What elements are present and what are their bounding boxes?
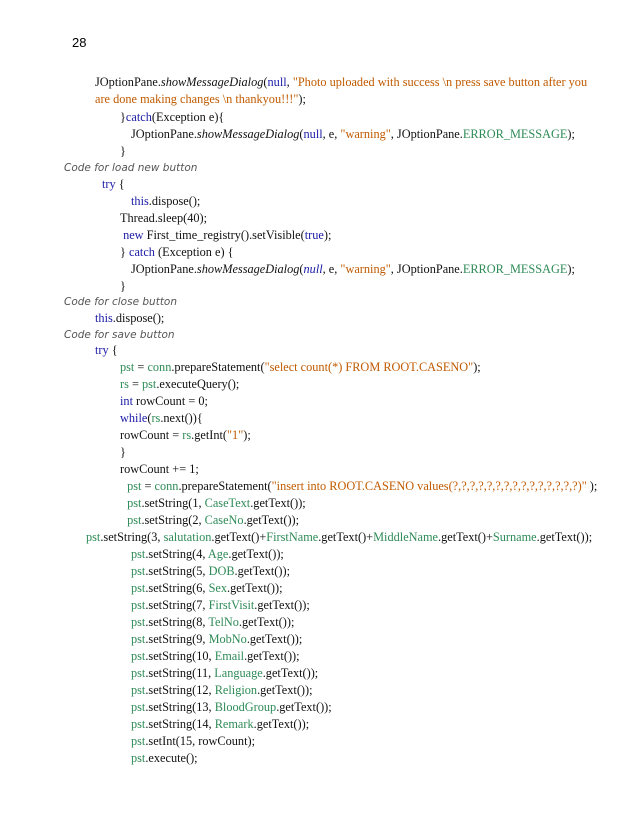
code-line [131,597,310,613]
code-line [120,278,126,294]
code-token: ); [567,262,575,276]
code-line [120,244,234,260]
code-line [120,227,331,243]
code-token: rowCount = [120,428,183,442]
code-line [120,410,203,426]
code-token: CaseNo [204,513,244,527]
code-token: .getText()); [253,717,310,731]
code-token: Sex [208,581,228,595]
code-token: try [95,343,109,357]
code-token: .setInt(15, rowCount); [145,734,255,748]
code-token: rowCount = 0; [132,394,208,408]
code-token: pst [131,700,146,714]
code-token: (Exception e) { [154,245,234,259]
code-token: pst [131,751,146,765]
code-token: JOptionPane. [131,127,197,141]
code-line [95,310,164,326]
code-token: .getText()); [536,530,593,544]
code-token: pst [141,377,157,391]
code-token: rowCount += 1; [120,462,199,476]
code-token: are done making changes \n thankyou!!!" [95,92,299,106]
code-token: .setString(8, [145,615,209,629]
code-token: pst [131,683,146,697]
code-token: , [286,75,293,89]
code-token: .getInt( [191,428,228,442]
code-token: TelNo [208,615,239,629]
code-token: , e, [322,262,341,276]
code-token: null [303,262,323,276]
code-line [120,376,239,392]
code-line [102,176,125,192]
code-line [120,143,126,159]
code-token: ( [299,262,304,276]
code-line [131,648,300,664]
code-token: ); [243,428,251,442]
code-line [131,682,313,698]
code-token: this [95,311,113,325]
code-token: showMessageDialog [160,75,264,89]
code-token: .setString(12, [145,683,215,697]
code-token: ERROR_MESSAGE [462,262,568,276]
code-token: .execute(); [145,751,198,765]
code-token: pst [131,717,146,731]
code-token: .getText()); [250,496,306,510]
code-line [131,193,200,209]
code-token: Surname [492,530,537,544]
code-token: } [120,110,126,124]
code-token: .executeQuery(); [156,377,240,391]
code-token: .setString(3, [100,530,164,544]
code-token: .setString(2, [141,513,205,527]
code-token: .getText()); [234,564,291,578]
code-line [131,665,318,681]
code-token: showMessageDialog [196,262,300,276]
code-line [131,699,332,715]
code-line [131,546,284,562]
code-token: .getText()+ [211,530,267,544]
code-token: JOptionPane. [95,75,161,89]
code-token: pst [131,649,146,663]
code-token: CaseText [204,496,251,510]
code-token: = [134,360,148,374]
code-token: ( [147,411,152,425]
code-line [131,261,575,277]
code-token: ); [473,360,481,374]
code-token: { [115,177,125,191]
code-token: Code for close button [64,296,178,308]
code-token: this [131,194,149,208]
code-token: Language [214,666,263,680]
code-token: "1" [227,428,244,442]
code-token: , JOptionPane. [390,262,463,276]
code-line [131,580,283,596]
code-token: FirstName [266,530,319,544]
code-token: .getText()); [254,598,310,612]
code-token: Email [214,649,245,663]
code-token: .dispose(); [148,194,201,208]
code-token: ); [567,127,575,141]
code-token: pst [131,734,146,748]
code-token: .getText()+ [318,530,374,544]
code-token: JOptionPane. [131,262,197,276]
code-line [120,461,199,477]
code-token: .setString(1, [141,496,205,510]
code-line [120,210,207,226]
code-token: while [120,411,148,425]
code-token: .getText()); [243,513,300,527]
code-token: .setString(4, [145,547,208,561]
code-token: MiddleName [373,530,439,544]
code-token: new [123,228,144,242]
code-token: BloodGroup [214,700,277,714]
code-token: .getText()+ [438,530,493,544]
code-token: .getText()); [238,615,295,629]
section-heading [64,160,197,176]
code-token: .next()){ [160,411,203,425]
code-line [131,631,302,647]
code-token: "select count(*) FROM ROOT.CASENO" [264,360,474,374]
page-number: 28 [72,35,87,50]
code-token: .setString(11, [145,666,215,680]
code-token: "warning" [340,262,391,276]
code-token: rs [182,428,192,442]
code-token: .getText()); [244,649,300,663]
code-token: MobNo [208,632,247,646]
code-token: .setString(9, [145,632,209,646]
code-token: .getText()); [257,683,313,697]
code-token: Religion [214,683,258,697]
code-token: .getText()); [246,632,303,646]
code-token: .prepareStatement( [171,360,265,374]
code-token: .getText()); [227,581,283,595]
code-token: int [120,394,133,408]
code-token: , e, [322,127,341,141]
code-token: try [102,177,116,191]
code-token: .setString(10, [145,649,215,663]
code-token: pst [86,530,101,544]
code-line [120,109,224,125]
code-token: Code for save button [64,329,175,341]
code-token: null [303,127,323,141]
code-token: true [304,228,324,242]
code-token: ); [298,92,306,106]
code-token: .setString(5, [145,564,209,578]
code-line [131,126,575,142]
code-token: } [120,279,126,293]
code-token: "Photo uploaded with success \n press save button after you [292,75,588,89]
code-token: First_time_registry().setVisible( [143,228,305,242]
code-line [95,91,306,107]
section-heading [64,294,177,310]
code-token: ); [586,479,598,493]
code-line [120,393,208,409]
code-token: pst [131,666,146,680]
code-token: } [120,445,126,459]
code-token: .setString(6, [145,581,209,595]
code-token: catch [125,110,152,124]
code-token: rs [151,411,161,425]
code-token: salutation [163,530,212,544]
code-token: .getText()); [276,700,332,714]
code-line [131,716,309,732]
code-line [86,529,592,545]
code-token: pst [131,615,146,629]
code-token: = [141,479,155,493]
section-heading [64,327,175,343]
code-token: pst [127,496,142,510]
code-token: FirstVisit [208,598,255,612]
code-token: = [128,377,142,391]
code-token: .setString(14, [145,717,215,731]
code-token: .setString(7, [145,598,209,612]
code-token: pst [131,598,146,612]
code-token: rs [120,377,129,391]
code-token: pst [131,632,146,646]
code-token: ( [299,127,304,141]
code-line [131,733,255,749]
code-token: DOB [208,564,235,578]
code-token: null [267,75,287,89]
code-line [131,563,290,579]
code-token: } [120,144,126,158]
code-token: pst [127,479,142,493]
code-token: ERROR_MESSAGE [462,127,568,141]
code-token: conn [154,479,179,493]
code-token: } [120,245,129,259]
code-line [124,478,597,494]
code-token: pst [131,547,146,561]
code-token: , JOptionPane. [390,127,463,141]
code-line [120,359,481,375]
code-token: (Exception e){ [151,110,225,124]
code-token: pst [131,581,146,595]
code-token: .setString(13, [145,700,215,714]
code-token: pst [127,513,142,527]
code-token: Thread.sleep(40); [120,211,208,225]
code-token: showMessageDialog [196,127,300,141]
code-token: ); [323,228,332,242]
code-token: conn [147,360,172,374]
code-line [120,427,251,443]
code-token: ( [263,75,268,89]
code-token: .getText()); [262,666,319,680]
code-token: "warning" [340,127,391,141]
code-token: Age [207,547,229,561]
code-line [120,444,126,460]
code-line [124,495,306,511]
code-token: "insert into ROOT.CASENO values(?,?,?,?,?,?,?,?,?,?,?,?,?,?,?)" [271,479,587,493]
code-line [95,342,118,358]
code-line [131,750,198,766]
code-token: { [108,343,118,357]
code-token: pst [131,564,146,578]
code-token: Remark [214,717,254,731]
code-line [95,74,587,90]
code-token: .prepareStatement( [178,479,272,493]
code-line [124,512,299,528]
code-token: .dispose(); [112,311,165,325]
code-token: .getText()); [228,547,284,561]
code-token: Code for load new button [64,162,198,174]
code-token: catch [128,245,155,259]
code-line [131,614,294,630]
code-token: pst [120,360,135,374]
